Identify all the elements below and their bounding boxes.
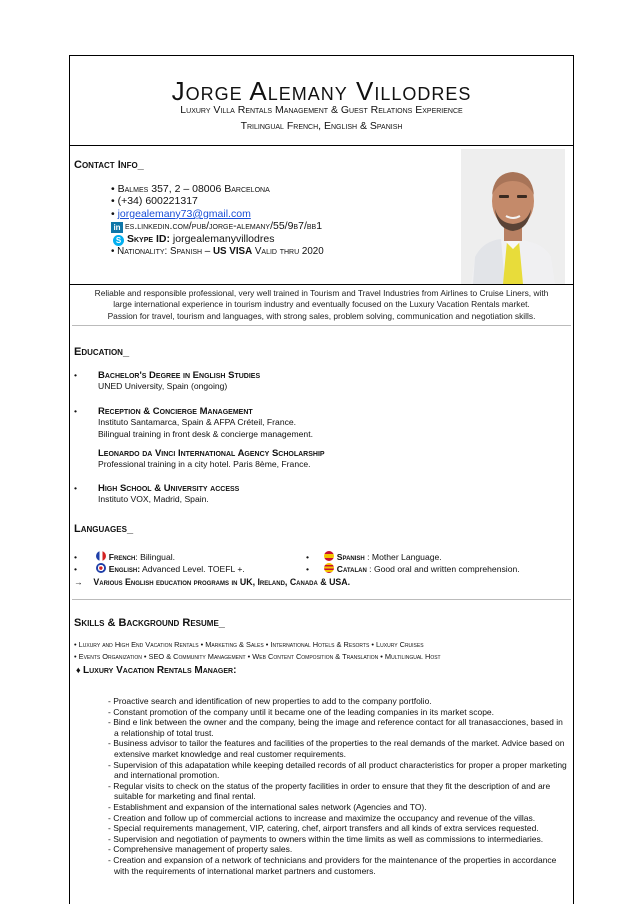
linkedin-row [111, 220, 324, 233]
nationality-row [111, 246, 324, 258]
list-item: - Establishment and expansion of the international sales network (Agencies and TO). [108, 801, 427, 812]
contact-heading: Contact Info_ [74, 159, 144, 171]
france-flag-icon [96, 551, 106, 561]
divider [70, 284, 573, 285]
bullet: • [74, 370, 78, 380]
email-bullet: • [111, 207, 118, 220]
linkedin-link[interactable]: es.linkedin.com/pub/jorge-alemany/55/9b7/bb1 [125, 220, 323, 233]
list-item: - Comprehensive management of property sales. [108, 844, 293, 855]
list-item: - Supervision of this adapatation while keeping detailed records of all product characteristics for proper a proper marketing and international promotion. [108, 759, 567, 781]
address: • Balmes 357, 2 – 08006 Barcelona [111, 183, 270, 195]
programs-text: Various English education programs in UK, Ireland, Canada & USA. [93, 577, 351, 587]
phone: • (+34) 600221317 [111, 195, 198, 208]
catalonia-flag-icon [324, 563, 334, 573]
list-item: - Proactive search and identification of new properties to add to the company portfolio. [108, 696, 432, 706]
language-name: Catalan [336, 564, 367, 574]
language-name: English: [108, 564, 141, 574]
degree-title: High School & University access [98, 483, 240, 494]
degree-title: Reception & Concierge Management [98, 406, 253, 417]
resume-page [69, 55, 574, 904]
bullet: • [306, 552, 310, 562]
list-item: - Special requirements management, VIP, catering, chef, airport transfers and all kinds of extra services requested. [108, 823, 539, 834]
headline: Luxury Villa Rentals Management & Guest Relations Experience [180, 104, 463, 116]
list-item: - Constant promotion of the company until it became one of the leading companies in its market scope. [108, 706, 495, 717]
language-level: : Mother Language. [364, 552, 442, 562]
arrow-icon: → [74, 577, 83, 587]
diamond-bullet-icon: ♦ [76, 665, 81, 675]
list-item: - Creation and expansion of a network of technicians and providers for the maintenance of the properties in accordance with the requirements of international market partners and customers. [108, 854, 557, 876]
divider [72, 599, 571, 600]
bullet: • [74, 483, 78, 493]
description: Bilingual training in front desk & concierge management. [98, 428, 313, 439]
language-english [74, 563, 245, 574]
language-level: : Good oral and written comprehension. [366, 564, 520, 574]
skills-heading: Skills & Background Resume_ [74, 617, 225, 629]
language-name: French [108, 552, 136, 562]
responsibilities-list [108, 696, 569, 876]
institution: UNED University, Spain (ongoing) [98, 381, 228, 392]
language-catalan [306, 563, 520, 574]
list-item: - Business advisor to tailor the features and facilities of the properties to the real demands of the market. Advice based on extensive market knowledge and real customer requirements. [108, 738, 565, 759]
email-link[interactable]: jorgealemany73@gmail.com [117, 207, 251, 220]
visa-validity: Valid thru 2020 [252, 246, 324, 258]
skype-row [111, 233, 324, 246]
candidate-name: Jorge Alemany Villodres [171, 76, 472, 106]
job-title-row [76, 665, 236, 676]
language-spanish [306, 551, 442, 562]
skills-line: • Events Organization • SEO & Community Management • Web Content Composition & Translation • Multilingual Host [74, 652, 441, 661]
linkedin-icon: in [111, 222, 123, 233]
nationality: • Nationality: Spanish – [111, 246, 213, 258]
divider [70, 145, 573, 146]
languages-heading: Languages_ [74, 523, 134, 535]
institution: Instituto Santamarca, Spain & AFPA Créteil, France. [98, 417, 297, 428]
bullet: • [74, 564, 78, 574]
summary-line: large international experience in tourism industry and eventually focused on the Luxury Vacation Rentals market. [113, 299, 530, 310]
skills-line: • Luxury and High End Vacation Rentals • Marketing & Sales • International Hotels & Resorts • Luxury Cruises [74, 640, 424, 649]
summary-line: Passion for travel, tourism and languages, with strong sales, problem solving, communication and negotiation skills. [107, 310, 536, 321]
visa-label: US VISA [212, 246, 253, 258]
skype-icon: S [113, 235, 124, 246]
language-level: : Bilingual. [135, 552, 176, 562]
language-programs [74, 577, 350, 587]
bullet: • [74, 552, 78, 562]
profile-photo-illustration [461, 149, 565, 284]
headline-languages: Trilingual French, English & Spanish [240, 120, 403, 132]
spain-flag-icon [324, 551, 334, 561]
profile-summary [74, 288, 569, 322]
profile-photo [461, 149, 565, 284]
contact-list [111, 183, 324, 259]
list-item: - Creation and follow up of commercial actions to increase and maximize the occupancy and revenue of the villas. [108, 812, 536, 823]
institution: Instituto VOX, Madrid, Spain. [98, 494, 209, 505]
degree-title: Bachelor's Degree in English Studies [98, 370, 261, 381]
skype-label: Skype ID: [127, 233, 170, 246]
divider [72, 325, 571, 326]
uk-flag-icon [96, 563, 106, 573]
bullet: • [306, 564, 310, 574]
education-heading: Education_ [74, 346, 130, 358]
list-item: - Supervision and negotiation of payments to owners within the time limits as well as commissions to intermediaries. [108, 833, 544, 844]
description: Professional training in a city hotel. Paris 8ème, France. [98, 459, 311, 470]
email-row [111, 208, 324, 220]
job-title: Luxury Vacation Rentals Manager: [82, 665, 237, 676]
bullet: • [74, 406, 78, 416]
skype-id: jorgealemanyvillodres [169, 233, 275, 246]
summary-line: Reliable and responsible professional, very well trained in Tourism and Travel Industries from Airlines to Cruise Liners, with [94, 288, 549, 298]
language-level: Advanced Level. TOEFL +. [140, 564, 245, 574]
list-item: - Regular visits to check on the status of the property facilities in order to ensure that they fit the description of and are suitable for marketing and final rental. [108, 780, 551, 802]
scholarship-title: Leonardo da Vinci International Agency Scholarship [98, 448, 325, 459]
language-french [74, 551, 175, 562]
list-item: - Bind e link between the owner and the company, being the image and reference contact for all tranasacciones, based in a relationship of total trust. [108, 717, 563, 738]
language-name: Spanish [336, 552, 365, 562]
